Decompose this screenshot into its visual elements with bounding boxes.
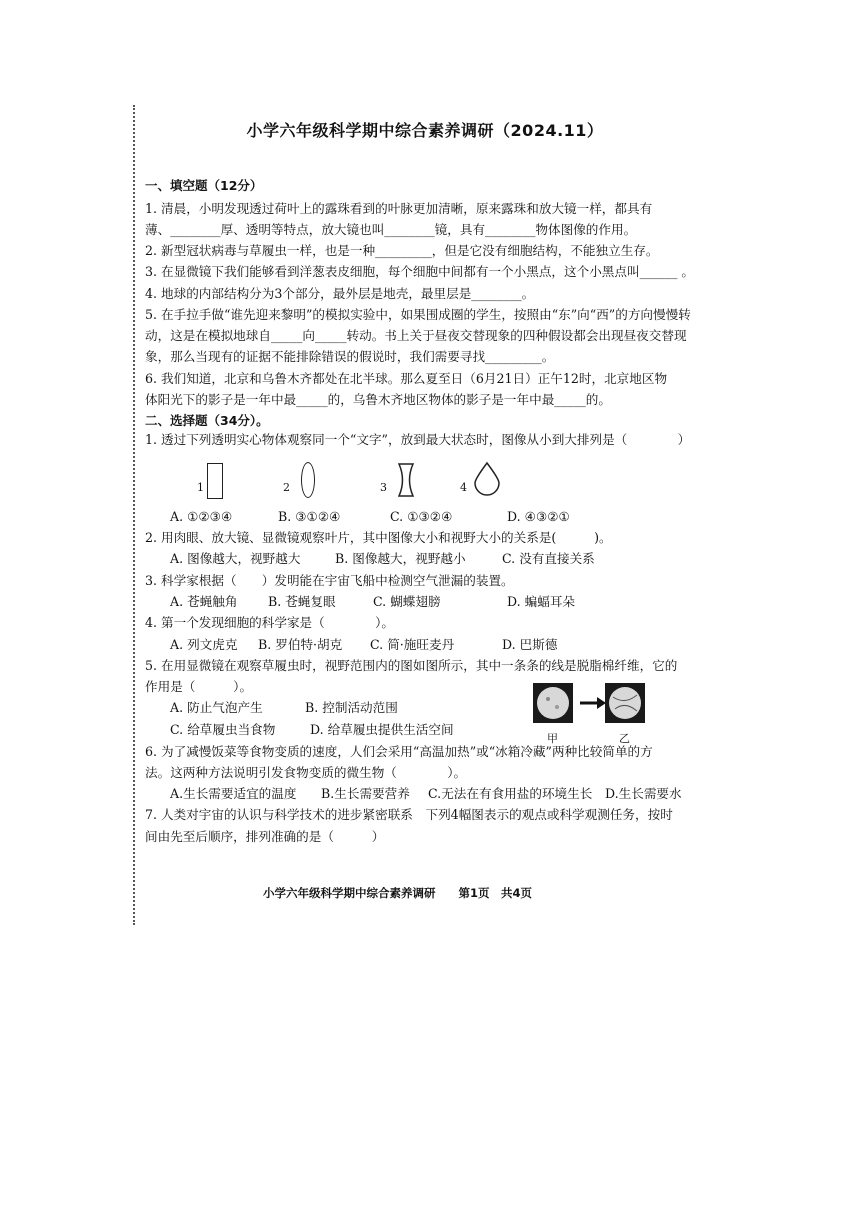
- question-4: 4. 第一个发现细胞的科学家是（ ）。: [145, 615, 395, 630]
- arrow-right-icon: [579, 696, 607, 710]
- shape-label-3: 3: [380, 481, 387, 494]
- microscope-view-b-circle: [607, 685, 643, 721]
- question-7: 7. 人类对宇宙的认识与科学技术的进步紧密联系 下列4幅图表示的观点或科学观测任务，按时: [145, 807, 673, 822]
- water-drop-icon: [471, 461, 503, 497]
- microscope-view-a-circle: [535, 685, 571, 721]
- q2-option-b: B. 图像越大，视野越小: [335, 551, 466, 566]
- q6-option-c: C.无法在有食用盐的环境生长: [428, 786, 593, 801]
- page-title: 小学六年级科学期中综合素养调研（2024.11）: [246, 121, 604, 140]
- fill-line: 薄、________厚、透明等特点，放大镜也叫________镜，具有________物体图像的作用。: [145, 222, 637, 237]
- q5-option-d: D. 给草履虫提供生活空间: [310, 722, 454, 737]
- q4-option-b: B. 罗伯特·胡克: [258, 637, 343, 652]
- question-2: 2. 用肉眼、放大镜、显微镜观察叶片，其中图像大小和视野大小的关系是( )。: [145, 530, 612, 545]
- q3-option-d: D. 蝙蝠耳朵: [507, 594, 576, 609]
- page-footer: 小学六年级科学期中综合素养调研 第1页 共4页: [263, 886, 533, 900]
- q1-option-d: D. ④③②①: [507, 509, 570, 524]
- fill-line: 5. 在手拉手做“谁先迎来黎明”的模拟实验中，如果围成圈的学生，按照由“东”向“西”的方向慢慢转: [145, 307, 691, 322]
- q3-option-a: A. 苍蝇触角: [170, 594, 238, 609]
- q4-option-d: D. 巴斯德: [502, 637, 558, 652]
- q2-option-c: C. 没有直接关系: [502, 551, 595, 566]
- fill-line: 1. 清晨，小明发现透过荷叶上的露珠看到的叶脉更加清晰，原来露珠和放大镜一样，都具有: [145, 201, 653, 216]
- figure-label-jia: 甲: [547, 732, 558, 745]
- question-6-cont: 法。这两种方法说明引发食物变质的微生物（ ）。: [145, 765, 467, 780]
- fill-line: 2. 新型冠状病毒与草履虫一样，也是一种_________，但是它没有细胞结构，不能独立生存。: [145, 243, 659, 258]
- fill-line: 体阳光下的影子是一年中最_____的，乌鲁木齐地区物体的影子是一年中最_____的。: [145, 392, 611, 407]
- q1-option-c: C. ①③②④: [390, 509, 453, 524]
- question-1: 1. 透过下列透明实心物体观察同一个“文字”，放到最大状态时，图像从小到大排列是（ ）: [145, 432, 691, 447]
- q4-option-c: C. 简·施旺麦丹: [370, 637, 455, 652]
- q1-option-a: A. ①②③④: [170, 509, 233, 524]
- section-choice-heading: 二、选择题（34分）。: [145, 413, 269, 428]
- q2-option-a: A. 图像越大，视野越大: [170, 551, 301, 566]
- q6-option-b: B.生长需要营养: [321, 786, 410, 801]
- fill-line: 象，那么当现有的证据不能排除错误的假说时，我们需要寻找_________。: [145, 349, 555, 364]
- question-6: 6. 为了减慢饭菜等食物变质的速度，人们会采用“高温加热”或“冰箱冷藏”两种比较简单的方: [145, 744, 653, 759]
- question-5-cont: 作用是（ ）。: [145, 679, 253, 694]
- fill-line: 4. 地球的内部结构分为3个部分，最外层是地壳，最里层是________。: [145, 286, 535, 301]
- question-7-cont: 间由先至后顺序，排列准确的是（ ）: [145, 829, 385, 844]
- binding-line: [133, 105, 135, 925]
- q6-option-a: A.生长需要适宜的温度: [170, 786, 297, 801]
- rectangle-block-icon: [207, 463, 223, 499]
- q5-option-b: B. 控制活动范围: [305, 700, 398, 715]
- question-3: 3. 科学家根据（ ）发明能在宇宙飞船中检测空气泄漏的装置。: [145, 573, 514, 588]
- figure-label-yi: 乙: [619, 732, 630, 745]
- question-5: 5. 在用显微镜在观察草履虫时，视野范围内的图如图所示，其中一条条的线是脱脂棉纤维，它的: [145, 658, 678, 673]
- q3-option-c: C. 蝴蝶翅膀: [373, 594, 441, 609]
- shape-label-1: 1: [197, 481, 204, 494]
- fill-line: 6. 我们知道，北京和乌鲁木齐都处在北半球。那么夏至日（6月21日）正午12时，北京地区物: [145, 371, 668, 386]
- concave-lens-icon: [397, 462, 415, 498]
- fill-line: 动，这是在模拟地球自_____向_____转动。书上关于昼夜交替现象的四种假设都会出现昼夜交替现: [145, 328, 687, 343]
- shape-label-2: 2: [283, 481, 290, 494]
- q4-option-a: A. 列文虎克: [170, 637, 238, 652]
- fill-line: 3. 在显微镜下我们能够看到洋葱表皮细胞，每个细胞中间都有一个小黑点，这个小黑点叫______ 。: [145, 264, 694, 279]
- q1-option-b: B. ③①②④: [278, 509, 341, 524]
- shape-label-4: 4: [460, 481, 467, 494]
- convex-lens-icon: [301, 462, 315, 498]
- q5-option-a: A. 防止气泡产生: [170, 700, 263, 715]
- q5-option-c: C. 给草履虫当食物: [170, 722, 276, 737]
- q6-option-d: D.生长需要水: [605, 786, 682, 801]
- q3-option-b: B. 苍蝇复眼: [268, 594, 336, 609]
- section-fill-heading: 一、填空题（12分）: [145, 178, 263, 193]
